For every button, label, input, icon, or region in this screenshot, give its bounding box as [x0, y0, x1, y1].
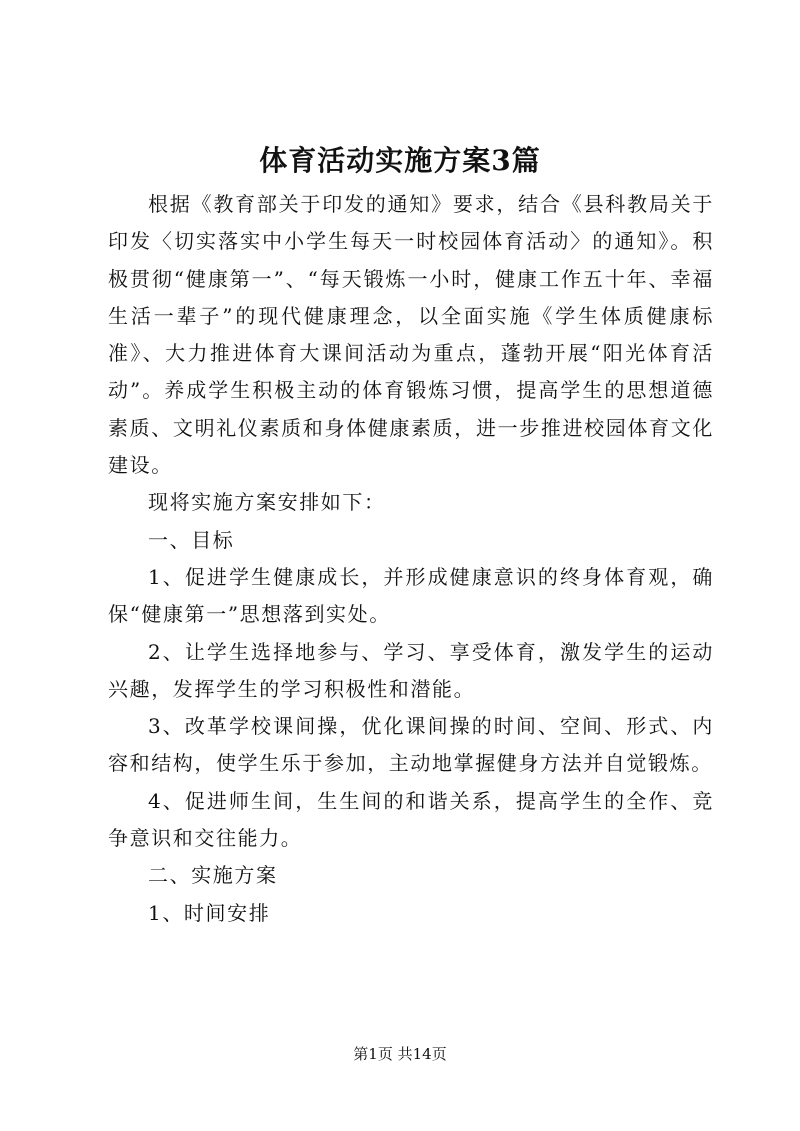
- section-heading-goals: 一、目标: [148, 527, 235, 552]
- document-body: [108, 186, 714, 932]
- plan-item-1: 1、时间安排: [148, 900, 271, 925]
- goal-item-2: 2、让学生选择地参与、学习、享受体育，激发学生的运动兴趣，发挥学生的学习积极性和潜能。: [108, 639, 714, 701]
- goal-item-4: 4、促进师生间，生生间的和谐关系，提高学生的全作、竞争意识和交往能力。: [108, 788, 714, 851]
- document-title: 体育活动实施方案3篇: [259, 144, 541, 177]
- section-heading-plan: 二、实施方案: [148, 863, 278, 888]
- paragraph-arrangement: 现将实施方案安排如下：: [148, 490, 386, 515]
- page-footer: 第1页 共14页: [353, 1045, 447, 1063]
- goal-item-3: 3、改革学校课间操，优化课间操的时间、空间、形式、内容和结构，使学生乐于参加，主动地掌握健身方法并自觉锻炼。: [108, 714, 714, 776]
- paragraph-intro: 根据《教育部关于印发的通知》要求，结合《县科教局关于印发〈切实落实中小学生每天一时校园体育活动〉的通知》。积极贯彻“健康第一”、“每天锻炼一小时，健康工作五十年、幸福生活一辈子”的现代健康理念，以全面实施《学生体质健康标准》、大力推进体育大课间活动为重点，蓬勃开展“阳光体育活动”。养成学生积极主动的体育锻炼习惯，提高学生的思想道德素质、文明礼仪素质和身体健康素质，进一步推进校园体育文化建设。: [108, 192, 714, 478]
- goal-item-1: 1、促进学生健康成长，并形成健康意识的终身体育观，确保“健康第一”思想落到实处。: [108, 564, 714, 627]
